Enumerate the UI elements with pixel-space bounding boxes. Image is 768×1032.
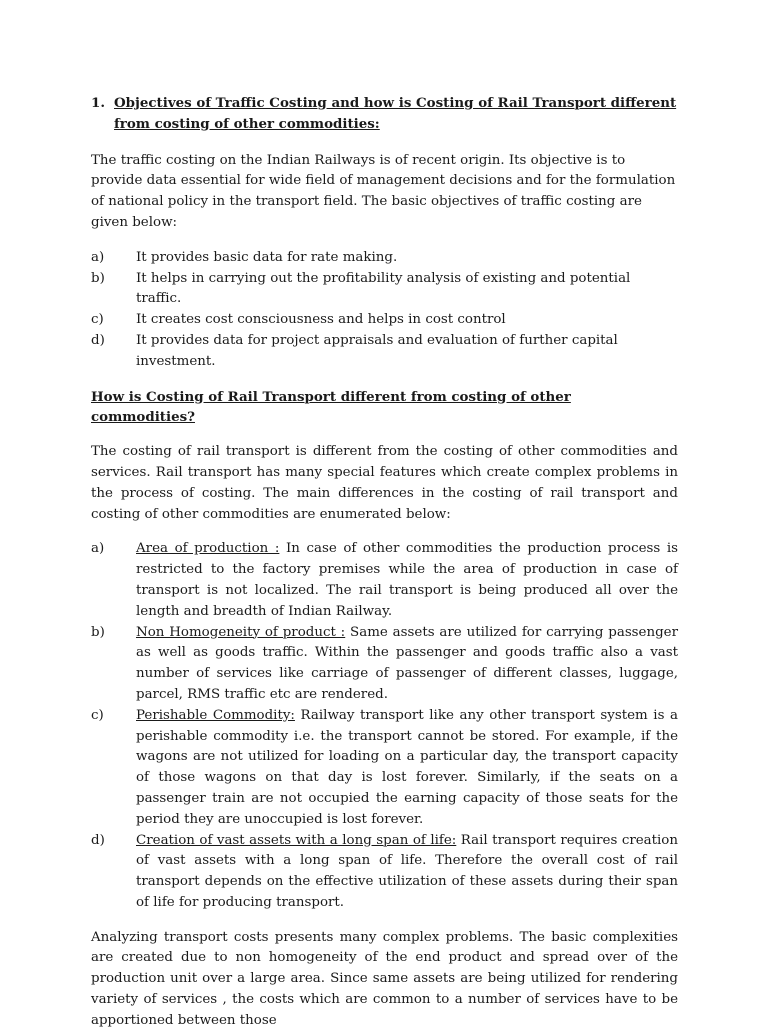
list-item [91,623,678,706]
list-item [91,310,678,331]
list-item-text: It provides basic data for rate making. [136,249,398,265]
term-label: Area of production : [136,541,280,557]
list-item-text: It helps in carrying out the profitability analysis of existing and potential traffic. [136,270,631,307]
list-item [91,248,678,269]
term-label: Creation of vast assets with a long span of life: [136,832,457,848]
list-marker: d) [91,832,105,848]
list-item-body [136,831,678,914]
differences-list [91,539,678,913]
term-description: Railway transport like any other transport system is a perishable commodity i.e. the transport cannot be stored. For example, if the wagons are not utilized for loading on a particular day, the transport capacity of those wagons on that day is lost forever. Similarly, if the seats on a passenger train are not occupied the earning capacity of those seats for the period they are unoccupied is lost forever. [136,707,679,827]
list-marker: a) [91,249,105,265]
closing-paragraph: Analyzing transport costs presents many complex problems. The basic complexities are created due to non homogeneity of the end product and spread over of the production unit over a large area. Since same assets are being utilized for rendering variety of services , the costs which are common to a number of services have to be apportioned between those [91,929,678,1028]
section-heading [91,93,678,135]
list-item-body [136,623,678,706]
list-item [91,831,678,914]
list-item [91,706,678,831]
term-description: Same assets are utilized for carrying passenger as well as goods traffic. Within the passenger and goods traffic also a vast number of services like carriage of passenger of different classes, luggage, parcel, RMS traffic etc are rendered. [136,624,679,702]
term-description: Rail transport requires creation of vast assets with a long span of life. Therefore the overall cost of rail transport depends on the effective utilization of these assets during their span of life for producing transport. [136,832,678,910]
section-title: Objectives of Traffic Costing and how is Costing of Rail Transport different from costing of other commodities: [114,95,677,132]
list-marker: b) [91,270,105,286]
list-item-text: It creates cost consciousness and helps in cost control [136,312,506,328]
term-label: Non Homogeneity of product : [136,624,346,640]
list-item [91,331,678,373]
list-marker: c) [91,312,104,328]
list-marker: b) [91,624,105,640]
list-marker: a) [91,541,105,557]
list-item-body [136,539,678,622]
term-label: Perishable Commodity: [136,707,295,723]
list-item [91,539,678,622]
list-item [91,269,678,311]
list-item-text: It provides data for project appraisals and evaluation of further capital investment. [136,332,618,369]
section-number: 1. [91,95,105,111]
list-marker: d) [91,332,105,348]
differences-paragraph: The costing of rail transport is different from the costing of other commodities and services. Rail transport has many special features which create complex problems in the process of costing. The main differences in the costing of rail transport and costing of other commodities are enumerated below: [91,444,678,522]
subheading: How is Costing of Rail Transport different from costing of other commodities? [91,388,571,426]
list-item-body [136,706,678,831]
term-description: In case of other commodities the production process is restricted to the factory premises while the area of production in case of transport is not localized. The rail transport is being produced all over the length and breadth of Indian Railway. [136,541,678,619]
list-marker: c) [91,707,104,723]
objectives-list [91,248,678,373]
intro-paragraph: The traffic costing on the Indian Railways is of recent origin. Its objective is to provide data essential for wide field of management decisions and for the formulation of national policy in the transport field. The basic objectives of traffic costing are given below: [91,152,676,230]
